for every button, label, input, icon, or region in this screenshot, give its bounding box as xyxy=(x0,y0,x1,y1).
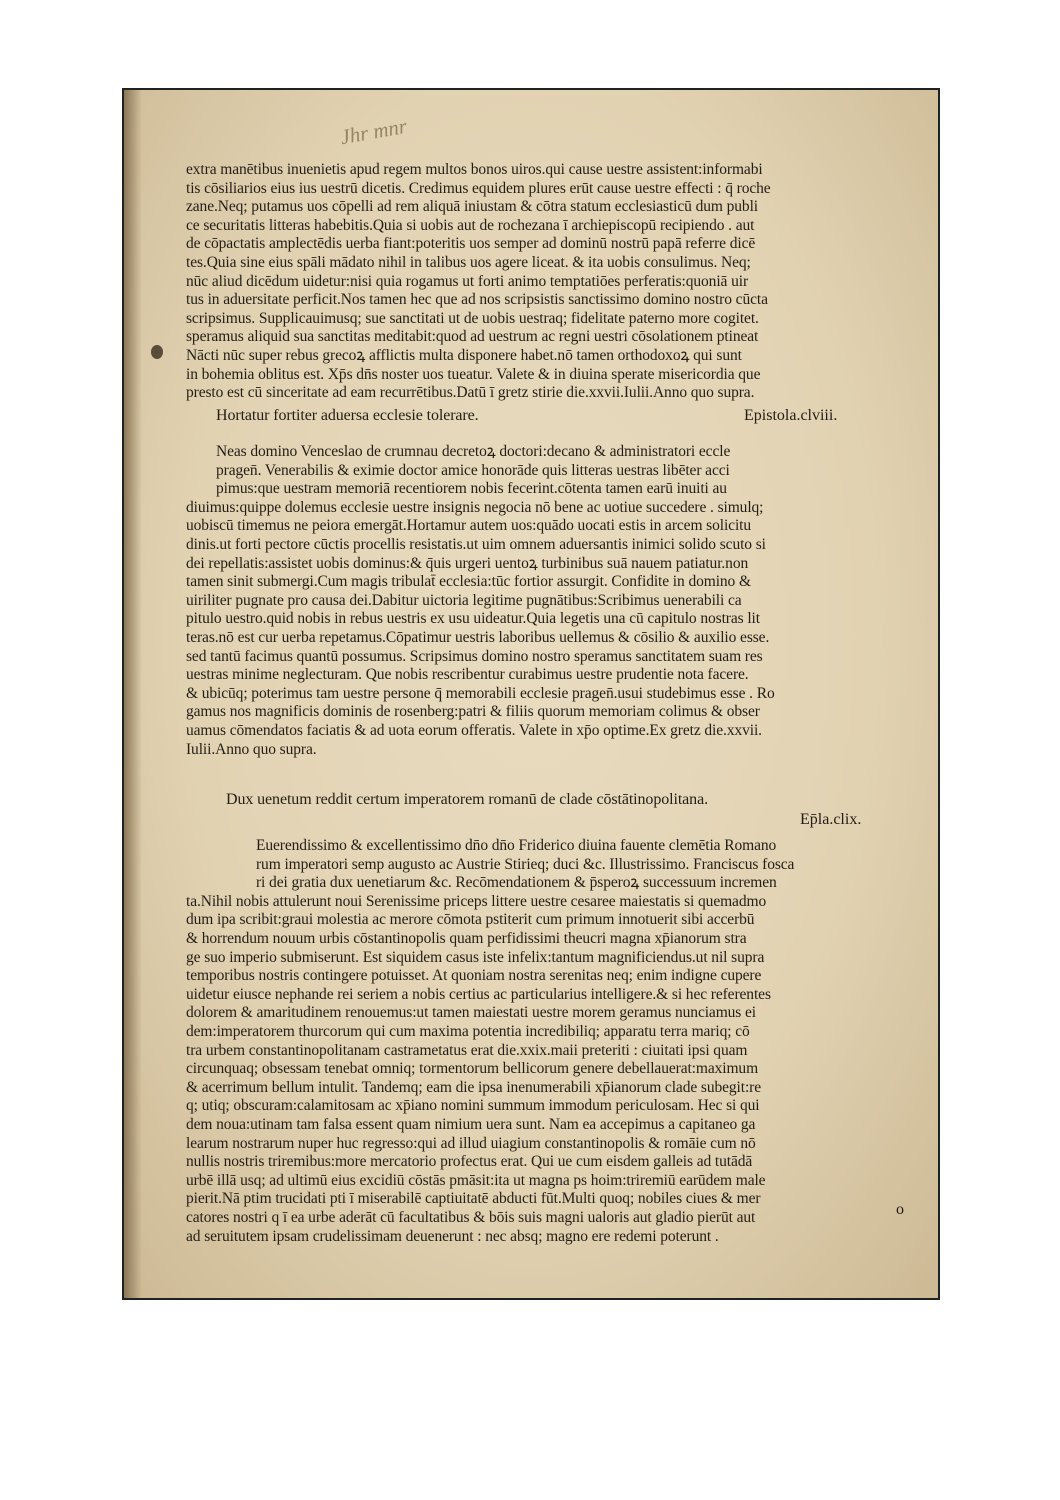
text-line: dei repellatis:assistet uobis dominus:& q̄uis urgeri uentoꝝ turbinibus suā nauem patiatur.non xyxy=(186,554,749,572)
text-line: diuimus:quippe dolemus ecclesie uestre insignis negocia nō bene ac uotiue succedere . simulq; xyxy=(186,498,764,516)
text-line: uestras minime neglecturam. Que nobis rescribentur curabimus uestre prudentie nota facere. xyxy=(186,666,749,684)
text-line: ce securitatis litteras habebitis.Quia si uobis aut de rochezana ī archiepiscopū recipiendo . aut xyxy=(186,216,755,234)
text-line: dem:imperatorem thurcorum qui cum maxima potentia incredibiliq; apparatu terra mariq; cō xyxy=(186,1023,750,1040)
text-line: scripsimus. Supplicauimusq; sue sanctitati ut de uobis uestraq; fidelitate paterno more cogitet. xyxy=(186,309,759,327)
text-line: uidetur eiusce nephande rei seriem a nobis certius ac particularius intelligere.& si hec referentes xyxy=(186,985,771,1003)
text-line: dolorem & amaritudinem renouemus:ut tamen maiestati uestre morem geramus nunciamus ei xyxy=(186,1004,757,1022)
heading-right: Ep̄la.clix. xyxy=(800,811,862,828)
end-mark: o xyxy=(896,1201,904,1218)
text-line: urbē illā usq; ad ultimū eius excidiū cōstās pmāsit:ita ut magna ps hoim:triremiū earūdem male xyxy=(186,1171,766,1189)
heading-right: Epistola.clviii. xyxy=(744,407,838,424)
text-line: learum nostrarum nuper huc regresso:qui ad illud uiagium constantinopolis & romāie cum nō xyxy=(186,1134,756,1152)
text-line: temporibus nostris contingere potuisset. At quoniam nostra serenitas neq; enim indigne cupere xyxy=(186,967,762,985)
text-line: nūc aliud dicēdum uidetur:nisi quia rogamus ut forti animo temptatiōes perferatis:quoniā uir xyxy=(186,272,749,290)
text-line: pierit.Nā ptim trucidati pti ī miserabilē captiuitatē abducti fūt.Multi quoq; nobiles ciues & mer xyxy=(186,1190,761,1208)
text-line: sed tantū facimus quantū possumus. Scripsimus domino nostro speramus sanctitatem suam res xyxy=(186,647,763,665)
text-line: Neas domino Venceslao de crumnau decretoꝝ doctori:decano & administratori eccle xyxy=(216,443,731,460)
text-line: pragen̄. Venerabilis & eximie doctor amice honorāde quis litteras uestras libēter acci xyxy=(216,461,730,479)
text-line: extra manētibus inuenietis apud regem multos bonos uiros.qui cause uestre assistent:informabi xyxy=(186,161,763,178)
text-line: presto est cū sinceritate ad eam recurrētibus.Datū ī gretz stirie die.xxvii.Iulii.Anno quo supra. xyxy=(186,384,755,402)
heading-left: Dux uenetum reddit certum imperatorem romanū de clade cōstātinopolitana. xyxy=(226,791,708,808)
text-line: ad seruitutem ipsam crudelissimam deuenerunt : nec absq; magno ere redemi poterunt . xyxy=(186,1227,719,1245)
text-line: circunquaq; obsessam tenebat omniq; tormentorum bellicorum genere debellauerat:maximum xyxy=(186,1060,759,1078)
text-line: Iulii.Anno quo supra. xyxy=(186,740,317,758)
text-line: pitulo uestro.quid nobis in rebus uestris ex usu uideatur.Quia legetis una cū capitulo nostras lit xyxy=(186,610,760,628)
page-leaf xyxy=(124,90,938,1298)
scan-background xyxy=(122,88,940,1300)
text-line: pimus:que uestram memoriā recentiorem nobis fecerint.cōtenta tamen earū inuiti au xyxy=(216,480,727,498)
text-line: & horrendum nouum urbis cōstantinopolis quam perfidissimi theucri magna xp̄ianorum stra xyxy=(186,930,747,947)
text-line: ge suo imperio submiserunt. Est siquidem casus iste infelix:tantum magnificiendus.ut nil supra xyxy=(186,948,765,966)
text-line: catores nostri q ī ea urbe aderāt cū facultatibus & bōis suis magni ualoris aut gladio pierūt aut xyxy=(186,1209,756,1226)
text-line: Euerendissimo & excellentissimo dn̄o dn̄o Friderico diuina fauente clemētia Romano xyxy=(256,837,777,854)
text-line: & ubicūq; poterimus tam uestre persone q̄ memorabili ecclesie pragen̄.usui studebimus esse . Ro xyxy=(186,684,775,702)
text-line: tes.Quia sine eius spāli mādato nihil in talibus uos agere liceat. & ita uobis consulimus. Neq; xyxy=(186,254,751,271)
text-line: ri dei gratia dux uenetiarum &c. Recōmendationem & p̄speroꝝ successuum incremen xyxy=(256,874,777,892)
handwritten-note: Jhr mnr xyxy=(338,113,409,150)
text-line: rum imperatori semp augusto ac Austrie Stirieq; duci &c. Illustrissimo. Franciscus fosca xyxy=(256,855,795,873)
heading-left: Hortatur fortiter aduersa ecclesie tolerare. xyxy=(216,407,479,424)
text-line: teras.nō est cur uerba repetamus.Cōpatimur uestris laboribus uellemus & cōsilio & auxilio esse. xyxy=(186,629,770,646)
text-line: dem noua:utinam tam falsa essent quam nimium uera sunt. Nam ea accepimus a capitaneo ga xyxy=(186,1116,756,1133)
text-line: ta.Nihil nobis attulerunt noui Serenissime priceps littere uestre cesaree maiestatis si quemadmo xyxy=(186,892,767,910)
text-line: q; utiq; obscuram:calamitosam ac xp̄iano nomini summum immodum periculosam. Hec si qui xyxy=(186,1097,760,1115)
text-line: uobiscū timemus ne peiora emergāt.Hortamur autem uos:quādo uocati estis in arcem solicitu xyxy=(186,517,752,535)
text-line: de cōpactatis amplectēdis uerba fiant:poteritis uos semper ad dominū nostrū papā referre dicē xyxy=(186,235,756,253)
text-line: tra urbem constantinopolitanam castrametatus erat die.xxix.maii preteriti : ciuitati ipsi quam xyxy=(186,1041,748,1059)
text-line: tis cōsiliarios eius ius uestrū dicetis. Credimus equidem plures erūt cause uestre effecti : q̄ roche xyxy=(186,179,771,197)
text-line: nullis nostris triremibus:more mercatorio profectus erat. Qui ue cum eisdem galleis ad tutādā xyxy=(186,1153,753,1171)
text-line: dinis.ut forti pectore cūctis procellis resistatis.ut uim omnem aduersantis inimici solido scuto si xyxy=(186,536,766,553)
page-hole xyxy=(151,345,163,359)
text-line: speramus aliquid sua sanctitas meditabit:quod ad uestrum ac regni uestri cōsolationem ptineat xyxy=(186,328,759,346)
text-line: zane.Neq; putamus uos cōpelli ad rem aliquā iniustam & cōtra statum ecclesiasticū dum publi xyxy=(186,198,758,216)
text-line: tamen sinit submergi.Cum magis tribulat̄ ecclesia:tūc fortior assurgit. Confidite in domino & xyxy=(186,573,751,591)
text-line: tus in aduersitate perficit.Nos tamen hec que ad nos scripsistis sanctissimo domino nostro cūcta xyxy=(186,291,768,309)
text-line: gamus nos magnificis dominis de rosenberg:patri & filiis quorum memoriam colimus & obser xyxy=(186,703,760,721)
text-line: uiriliter pugnate pro causa dei.Dabitur uictoria legitime pugnātibus:Scribimus uenerabili ca xyxy=(186,591,742,609)
text-line: uamus cōmendatos faciatis & ad uota eorum offeratis. Valete in xp̄o optime.Ex gretz die.xxvii. xyxy=(186,722,762,739)
text-line: Nācti nūc super rebus grecoꝝ afflictis multa disponere habet.nō tamen orthodoxoꝝ qui sunt xyxy=(186,347,742,364)
text-line: dum ipa scribit:graui molestia ac merore cōmota pstiterit cum primum innotuerit sibi accerbū xyxy=(186,911,755,929)
text-line: in bohemia oblitus est. Xp̄s dn̄s noster uos tueatur. Valete & in diuina sperate misericordia que xyxy=(186,365,761,383)
text-line: & acerrimum bellum intulit. Tandemq; eam die ipsa inenumerabili xp̄ianorum clade subegit:re xyxy=(186,1078,762,1096)
